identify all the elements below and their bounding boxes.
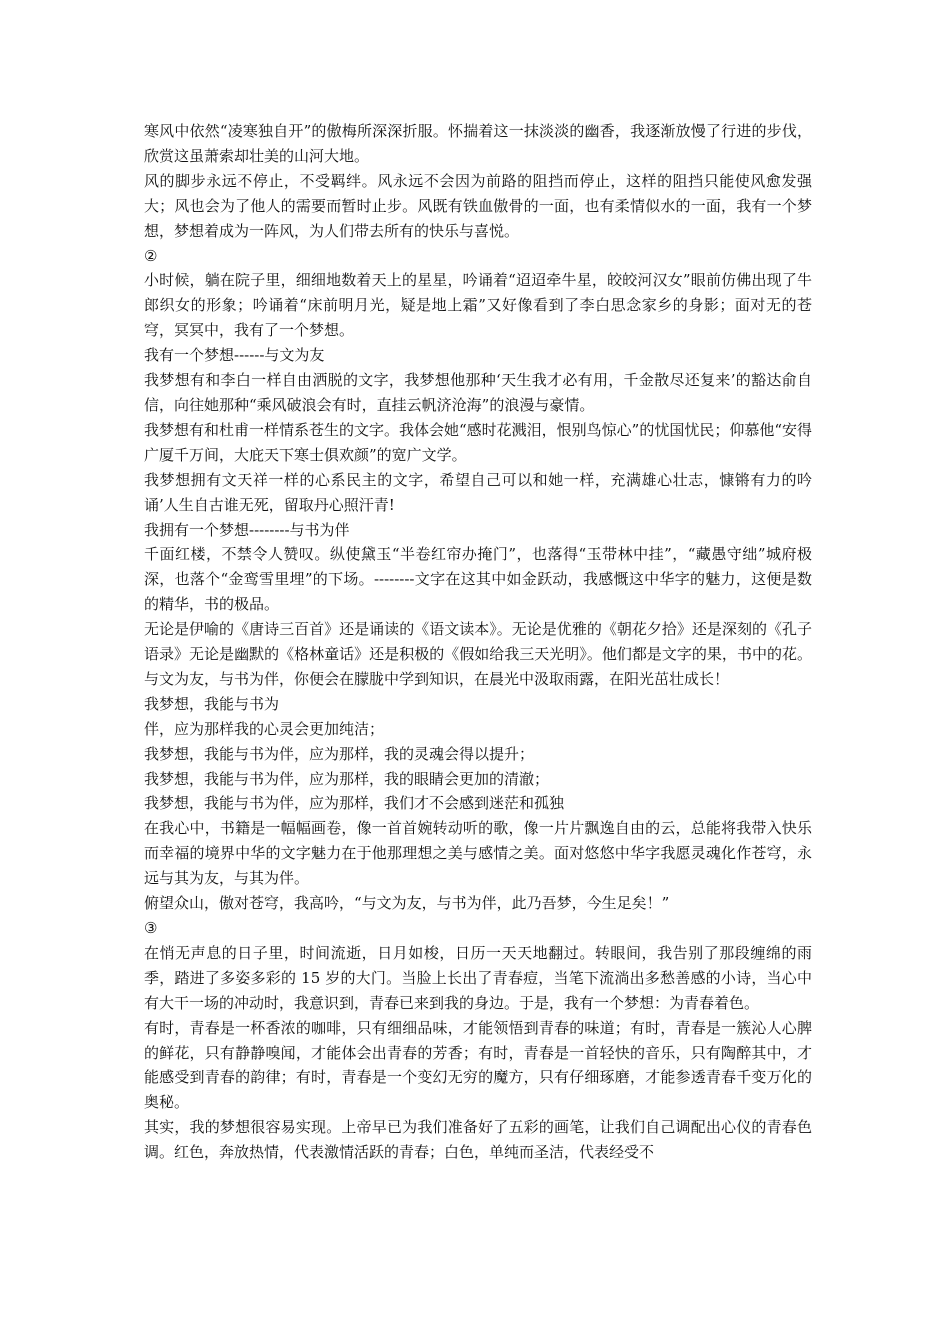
- paragraph: 千面红楼，不禁令人赞叹。纵使黛玉“半卷红帘办掩门”，也落得“玉带林中挂”，“藏愚守绌”城府极深，也落个“金鸾雪里埋”的下场。--------文字在这其中如金跃动，我感慨这中华字的魅力，这便是数的精华，书的极品。: [144, 545, 812, 614]
- paragraph: 寒风中依然“凌寒独自开”的傲梅所深深折服。怀揣着这一抹淡淡的幽香，我逐渐放慢了行进的步伐，欣赏这虽萧索却壮美的山河大地。: [144, 122, 812, 165]
- paragraph: 无论是伊喻的《唐诗三百首》还是诵读的《语文读本》。无论是优雅的《朝花夕拾》还是深刻的《孔子语录》无论是幽默的《格林童话》还是积极的《假如给我三天光明》。他们都是文字的果，书中的花。与文为友，与书为伴，你便会在朦胧中学到知识，在晨光中汲取雨露，在阳光茁壮成长！: [144, 620, 812, 688]
- paragraph: 我梦想，我能与书为伴，应为那样，我的眼睛会更加的清澈；: [144, 769, 550, 788]
- paragraph: 我梦想，我能与书为伴，应为那样，我的灵魂会得以提升；: [144, 744, 535, 763]
- paragraph: 其实，我的梦想很容易实现。上帝早已为我们准备好了五彩的画笔，让我们自己调配出心仪的青春色调。红色，奔放热情，代表激情活跃的青春；白色，单纯而圣洁，代表经受不: [144, 1118, 812, 1162]
- paragraph: 我梦想，我能与书为伴，应为那样，我们才不会感到迷茫和孤独: [144, 794, 565, 813]
- paragraph: 小时候，躺在院子里，细细地数着天上的星星，吟诵着“迢迢牵牛星，皎皎河汉女”眼前仿佛出现了牛郎织女的形象；吟诵着“床前明月光，疑是地上霜”又好像看到了李白思念家乡的身影；面对无的苍穹，冥冥中，我有了一个梦想。: [144, 271, 812, 340]
- section-marker: ③: [144, 919, 158, 937]
- paragraph: 在我心中，书籍是一幅幅画卷，像一首首婉转动听的歌，像一片片飘逸自由的云，总能将我带入快乐而幸福的境界中华的文字魅力在于他那理想之美与感情之美。面对悠悠中华字我愿灵魂化作苍穹，永远与其为友，与其为伴。: [144, 819, 812, 888]
- section-marker: ②: [144, 246, 158, 265]
- paragraph: 有时，青春是一杯香浓的咖啡，只有细细品味，才能领悟到青春的味道；有时，青春是一簇沁人心脾的鲜花，只有静静嗅闻，才能体会出青春的芳香；有时，青春是一首轻快的音乐，只有陶醉其中，才能感受到青春的韵律；有时，青春是一个变幻无穷的魔方，只有仔细琢磨，才能参透青春千变万化的奥秘。: [144, 1018, 812, 1112]
- document-body: [144, 119, 812, 1165]
- paragraph: 俯望众山，傲对苍穹，我高吟，“与文为友，与书为伴，此乃吾梦，今生足矣！”: [144, 894, 670, 913]
- paragraph: 我梦想，我能与书为: [144, 694, 280, 713]
- paragraph: 在悄无声息的日子里，时间流逝，日月如梭，日历一天天地翻过。转眼间，我告别了那段缠绵的雨季，踏进了多姿多彩的 15 岁的大门。当脸上长出了青春痘，当笔下流淌出多愁善感的小诗，当心中有大干一场的冲动时，我意识到，青春已来到我的身边。于是，我有一个梦想：为青春着色。: [144, 943, 812, 1012]
- paragraph: 我梦想拥有文天祥一样的心系民主的文字，希望自己可以和她一样，充满雄心壮志，慷锵有力的吟诵’人生自古谁无死，留取丹心照汗青!: [144, 470, 812, 514]
- paragraph: 我梦想有和杜甫一样情系苍生的文字。我体会她“感时花溅泪，恨别鸟惊心”的忧国忧民；仰慕他“安得广厦千万间，大庇天下寒士俱欢颜”的宽广文学。: [144, 420, 813, 464]
- paragraph: 风的脚步永远不停止，不受羁绊。风永远不会因为前路的阻挡而停止，这样的阻挡只能使风愈发强大；风也会为了他人的需要而暂时止步。风既有铁血傲骨的一面，也有柔情似水的一面，我有一个梦想，梦想着成为一阵风，为人们带去所有的快乐与喜悦。: [144, 171, 812, 240]
- paragraph: 伴，应为那样我的心灵会更加纯洁；: [144, 719, 385, 738]
- subheading: 我拥有一个梦想--------与书为伴: [144, 520, 350, 539]
- paragraph: 我梦想有和李白一样自由洒脱的文字，我梦想他那种‘天生我才必有用，千金散尽还复来’的豁达俞自信，向往她那种“乘风破浪会有时，直挂云帆济沧海”的浪漫与豪情。: [144, 371, 812, 414]
- subheading: 我有一个梦想------与文为友: [144, 346, 325, 365]
